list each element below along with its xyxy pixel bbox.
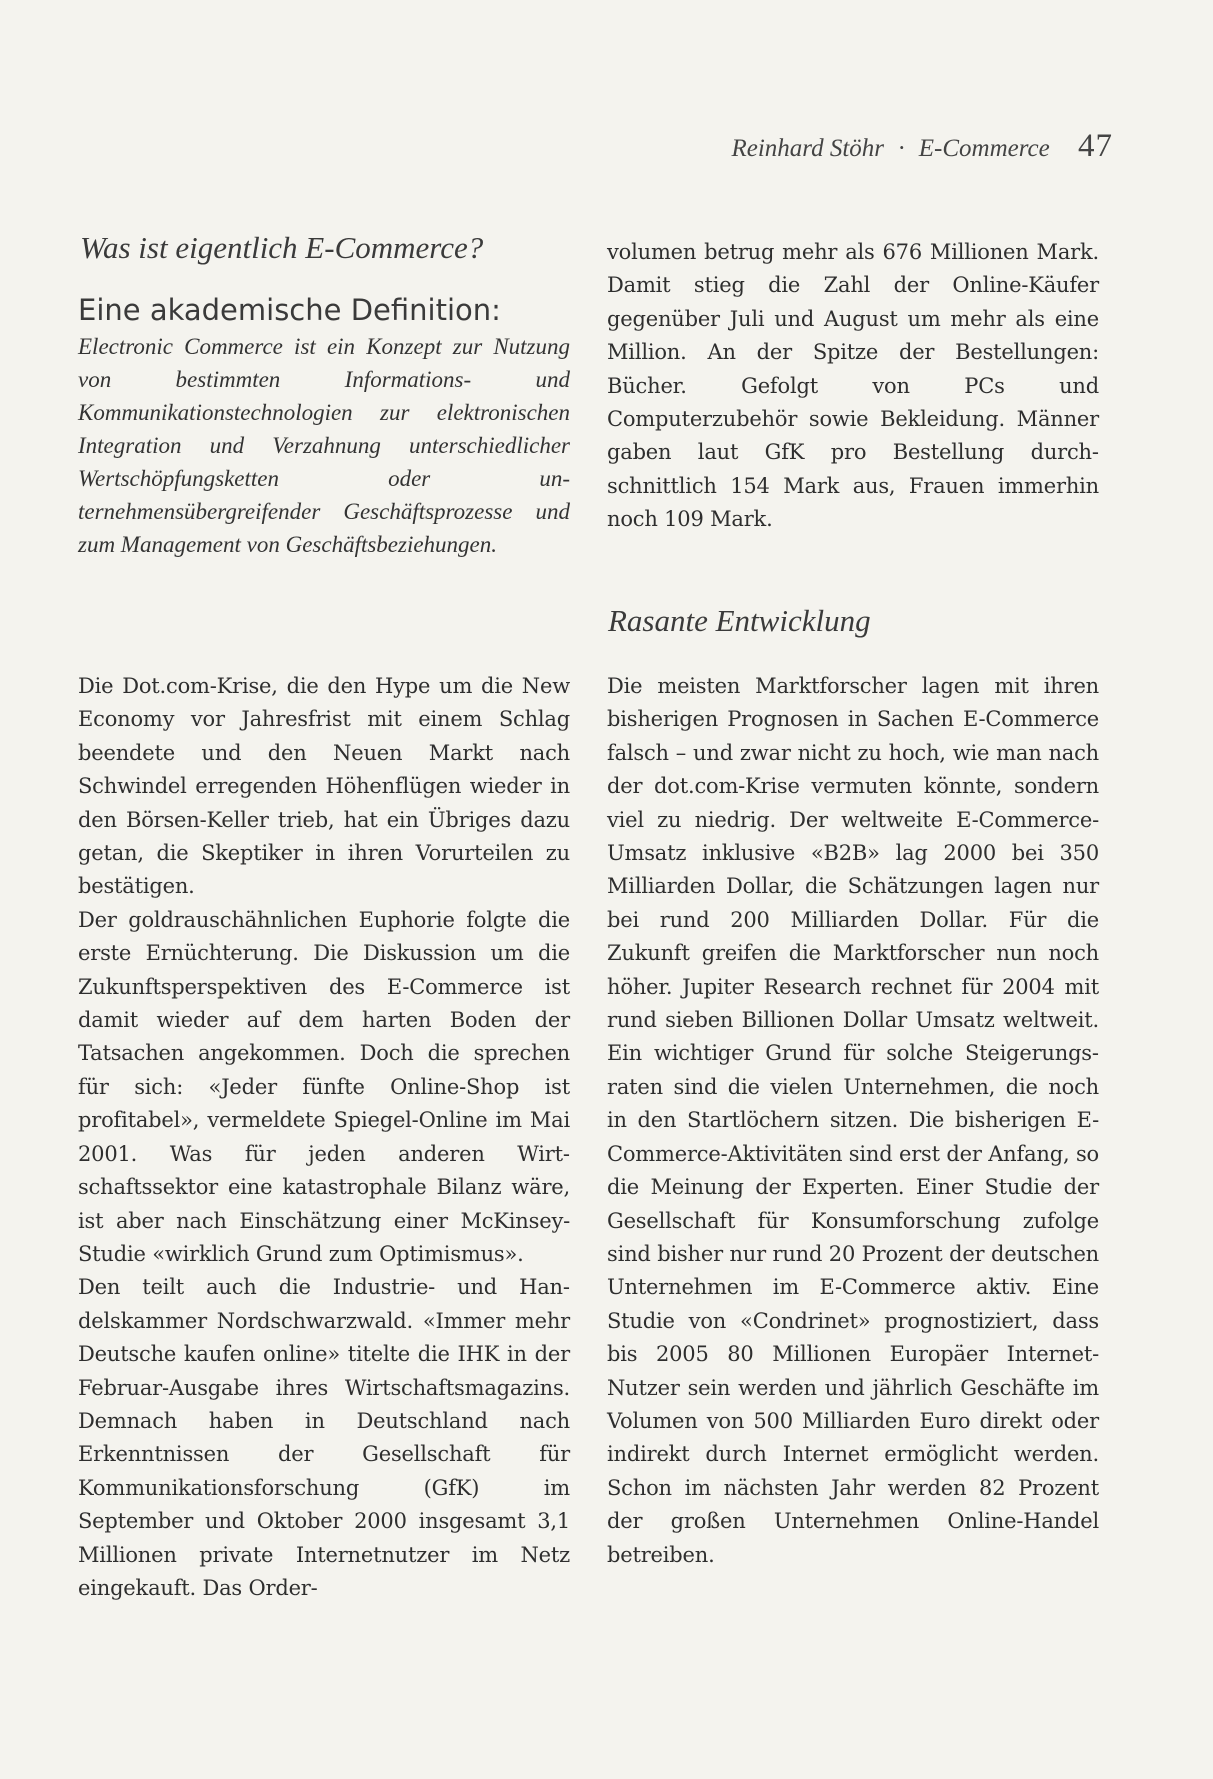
section-title-what-is-ecommerce: Was ist eigentlich E-Commerce?: [80, 230, 484, 265]
running-header: [731, 128, 1113, 165]
right-column-body: Die meisten Marktforscher lagen mit ihren bisherigen Prognosen in Sachen E-Commerce falsch – und zwar nicht zu hoch, wie man nach der dot.com-Krise vermuten könnte, sondern viel zu niedrig. Der weltweite E-Commerce-Umsatz inklusive «B2B» lag 2000 bei 350 Milliarden Dollar, die Schätzungen lagen nur bei rund 200 Milliarden Dollar. Für die Zukunft greifen die Marktforscher nun noch höher. Jupiter Research rechnet für 2004 mit rund sieben Billionen Dollar Umsatz weltweit. Ein wichtiger Grund für solche Steigerungsraten sind die vielen Unternehmen, die noch in den Startlöchern sitzen. Die bisherigen E-Commerce-Aktivitäten sind erst der Anfang, so die Meinung der Experten. Einer Studie der Gesellschaft für Konsumforschung zufolge sind bisher nur rund 20 Prozent der deutschen Unternehmen im E-Commerce aktiv. Eine Studie von «Condrinet» prognostiziert, dass bis 2005 80 Millionen Europäer Internet-Nutzer sein werden und jährlich Geschäfte im Volumen von 500 Milliarden Euro direkt oder indirekt durch Internet ermöglicht werden. Schon im nächsten Jahr werden 82 Prozent der großen Unternehmen Online-Handel betreiben.: [607, 674, 1099, 1567]
definition-text: Electronic Commerce ist ein Konzept zur Nutzung von bestimmten Informations- und Kommunikationstechnologien zur elektronischen Integration und Verzahnung unterschiedlicher Wertschöpfungsketten oder unternehmensübergreifender Geschäftsprozesse und zum Management von Geschäftsbeziehungen.: [78, 334, 570, 557]
definition-heading: Eine akademische Definition:: [78, 293, 501, 327]
header-title: E-Commerce: [918, 135, 1050, 162]
right-column-continuation: volumen betrug mehr als 676 Millionen Mark. Damit stieg die Zahl der Online-Käufer gegenüber Juli und August um mehr als eine Million. An der Spitze der Bestellungen: Bücher. Gefolgt von PCs und Computerzubehör sowie Bekleidung. Männer gaben laut GfK pro Bestellung durchschnittlich 154 Mark aus, Frauen immerhin noch 109 Mark.: [607, 240, 1099, 532]
header-separator: ·: [898, 135, 905, 162]
paragraph: Den teilt auch die Industrie- und Handelskammer Nordschwarzwald. «Immer mehr Deutsche kaufen online» titelte die IHK in der Februar-Ausgabe ihres Wirtschaftsmagazins. Demnach haben in Deutschland nach Erkenntnissen der Gesellschaft für Kommunikationsforschung (GfK) im September und Oktober 2000 insgesamt 3,1 Millionen private Internetnutzer im Netz eingekauft. Das Order-: [78, 1275, 570, 1600]
section-title-rasante-entwicklung: Rasante Entwicklung: [608, 603, 871, 638]
paragraph: Die Dot.com-Krise, die den Hype um die New Economy vor Jahresfrist mit einem Schlag beendete und den Neuen Markt nach Schwindel erregenden Höhenflügen wieder in den Börsen-Keller trieb, hat ein Übriges dazu getan, die Skeptiker in ihren Vorurteilen zu bestätigen.: [78, 674, 570, 899]
left-column-body: [78, 670, 570, 1605]
paragraph: Der goldrauschähnlichen Euphorie folgte die erste Ernüchterung. Die Diskussion um die Zukunftsperspektiven des E-Commerce ist damit wieder auf dem harten Boden der Tatsachen angekommen. Doch die sprechen für sich: «Jeder fünfte Online-Shop ist profitabel», vermeldete Spiegel-Online im Mai 2001. Was für jeden anderen Wirtschaftssektor eine katastrophale Bilanz wäre, ist aber nach Einschätzung einer McKinsey-Studie «wirklich Grund zum Optimismus».: [78, 907, 570, 1266]
page-number: 47: [1078, 128, 1113, 164]
header-author: Reinhard Stöhr: [731, 135, 885, 162]
